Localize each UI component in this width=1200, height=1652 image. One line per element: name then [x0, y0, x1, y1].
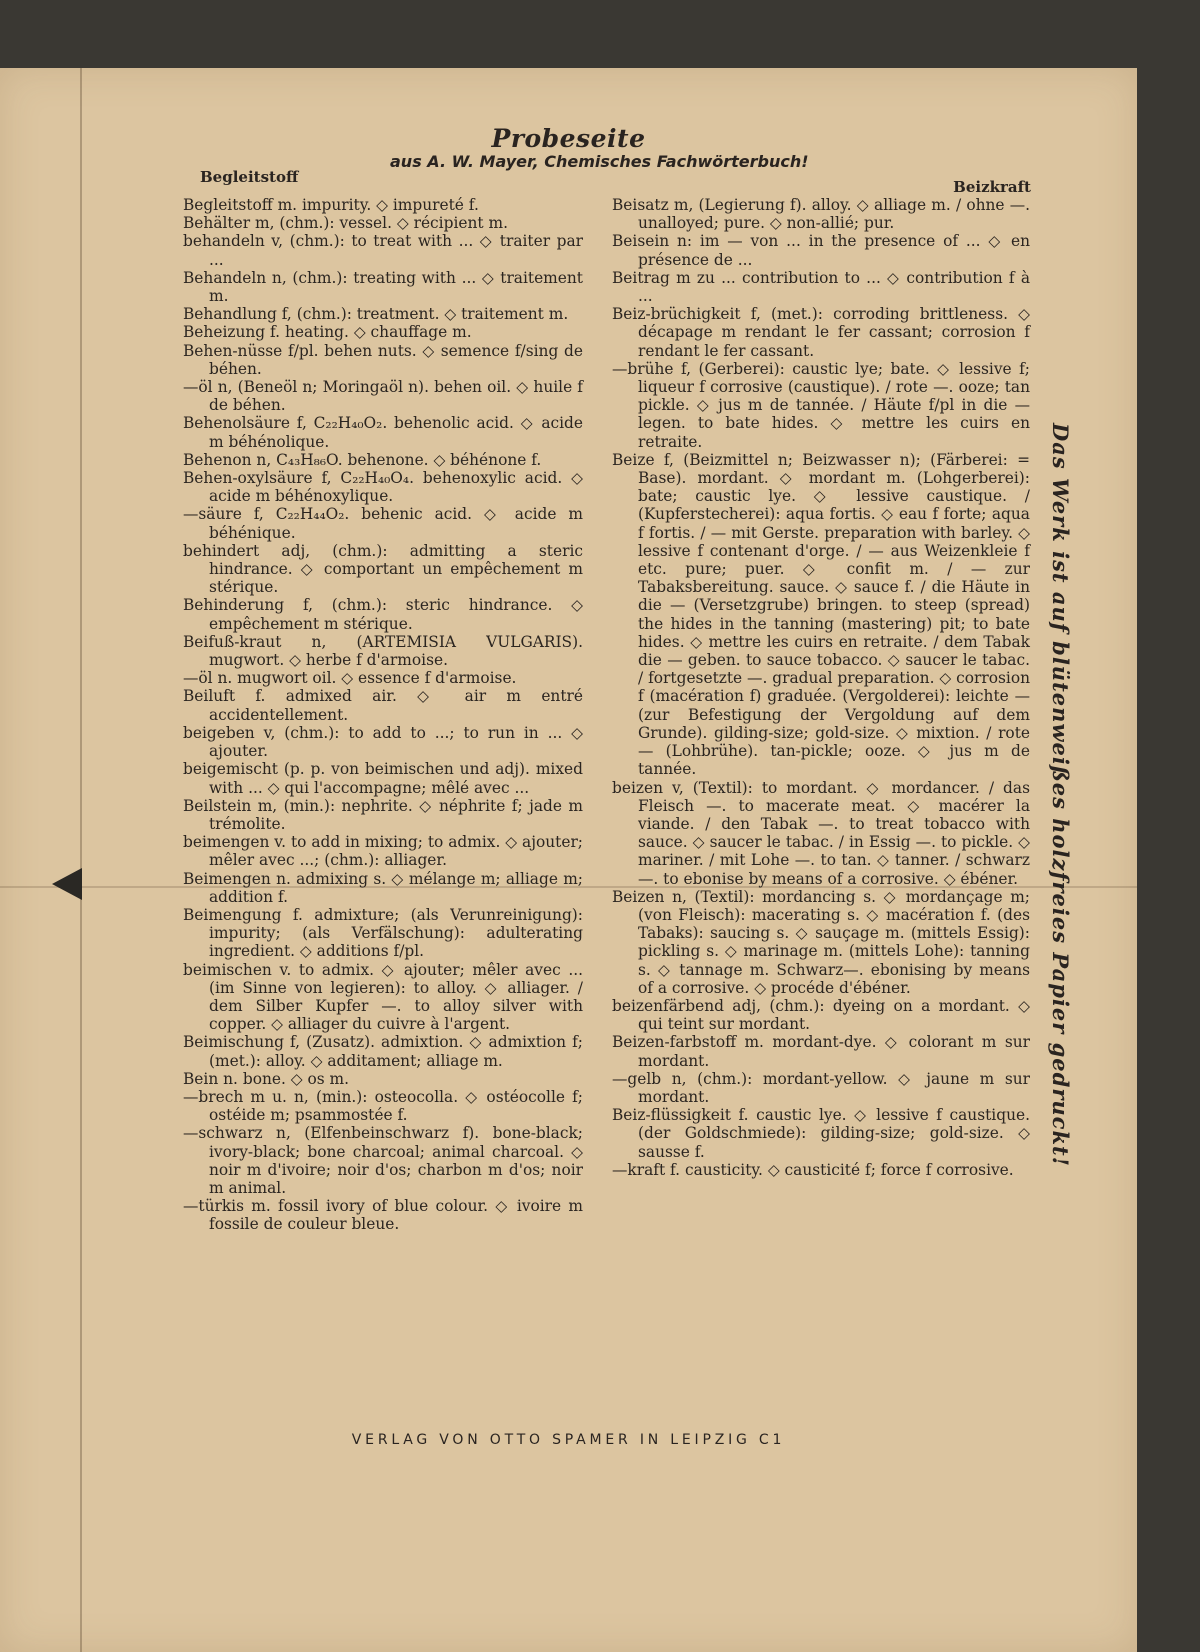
side-note: Das Werk ist auf blütenweißes holzfreies Papier gedruckt!: [1048, 423, 1073, 1167]
page-title: Probeseite: [491, 124, 646, 153]
dictionary-entry: Behandlung f, (chm.): treatment. ◇ traitement m.: [183, 305, 569, 324]
dictionary-entry: —schwarz n, (Elfenbeinschwarz f). bone-black; ivory-black; bone charcoal; animal charcoal. ◇ noir m d'ivoire; noir d'os; charbon m d'os; noir m animal.: [183, 1124, 583, 1197]
dictionary-entry: —öl n, (Beneöl n; Moringaöl n). behen oil. ◇ huile f de béhen.: [183, 378, 583, 415]
dictionary-entry: behandeln v, (chm.): to treat with ... ◇ traiter par ...: [183, 232, 583, 269]
dictionary-entry: Beimengen n. admixing s. ◇ mélange m; alliage m; addition f.: [183, 869, 583, 906]
dictionary-entry: —säure f, C₂₂H₄₄O₂. behenic acid. ◇ acide m béhénique.: [183, 505, 583, 542]
dictionary-entry: —gelb n, (chm.): mordant-yellow. ◇ jaune m sur mordant.: [612, 1069, 1030, 1106]
dictionary-entry: behindert adj, (chm.): admitting a steric hindrance. ◇ comportant un empêchement m stérique.: [183, 541, 583, 597]
dictionary-entry: Beifuß-kraut n, (ARTEMISIA VULGARIS). mugwort. ◇ herbe f d'armoise.: [183, 632, 583, 670]
dictionary-entry: —kraft f. causticity. ◇ causticité f; force f corrosive.: [612, 1160, 1014, 1179]
dictionary-entry: —öl n. mugwort oil. ◇ essence f d'armoise.: [183, 669, 517, 688]
dictionary-entry: beimengen v. to add in mixing; to admix. ◇ ajouter; mêler avec ...; (chm.): alliager.: [183, 833, 583, 870]
dictionary-entry: Bein n. bone. ◇ os m.: [183, 1069, 350, 1088]
dictionary-entry: —brech m u. n, (min.): osteocolla. ◇ ostéocolle f; ostéide m; psammostée f.: [183, 1087, 583, 1125]
dictionary-entry: Beitrag m zu ... contribution to ... ◇ contribution f à ...: [612, 268, 1030, 306]
dictionary-entry: Beiluft f. admixed air. ◇ air m entré accidentellement.: [183, 687, 583, 724]
dictionary-entry: —brühe f, (Gerberei): caustic lye; bate. ◇ lessive f; liqueur f corrosive (caustique). / rote —. ooze; tan pickle. ◇ jus m de tannée. / Häute f/pl in die — legen. to bate hides. ◇ mettre les cuirs en retraite.: [612, 359, 1030, 451]
dictionary-entry: beigemischt (p. p. von beimischen und adj). mixed with ... ◇ qui l'accompagne; mêlé avec ...: [183, 760, 583, 797]
dictionary-entry: Behälter m, (chm.): vessel. ◇ récipient m.: [183, 214, 508, 233]
dictionary-entry: Behen-nüsse f/pl. behen nuts. ◇ semence f/sing de béhen.: [183, 341, 583, 378]
dictionary-entry: Begleitstoff m. impurity. ◇ impureté f.: [183, 196, 479, 214]
dictionary-entry: Behinderung f, (chm.): steric hindrance. ◇ empêchement m stérique.: [183, 596, 583, 633]
dictionary-entry: Beiz-flüssigkeit f. caustic lye. ◇ lessive f caustique. (der Goldschmiede): gilding-size; gold-size. ◇ sausse f.: [612, 1106, 1030, 1161]
dictionary-entry: —türkis m. fossil ivory of blue colour. ◇ ivoire m fossile de couleur bleue.: [183, 1197, 583, 1234]
dictionary-entry: Beizen-farbstoff m. mordant-dye. ◇ colorant m sur mordant.: [612, 1033, 1030, 1070]
document-page: [0, 68, 1137, 1652]
page-subtitle: aus A. W. Mayer, Chemisches Fachwörterbuch!: [390, 152, 809, 171]
dictionary-entry: Behen-oxylsäure f, C₂₂H₄₀O₄. behenoxylic acid. ◇ acide m béhénoxylique.: [183, 469, 583, 506]
publisher-footer: VERLAG VON OTTO SPAMER IN LEIPZIG C1: [351, 1432, 786, 1448]
dictionary-entry: beizenfärbend adj, (chm.): dyeing on a mordant. ◇ qui teint sur mordant.: [612, 996, 1030, 1034]
dictionary-entry: Behandeln n, (chm.): treating with ... ◇ traitement m.: [183, 268, 583, 306]
dictionary-entry: Behenolsäure f, C₂₂H₄₀O₂. behenolic acid. ◇ acide m béhénolique.: [183, 414, 583, 451]
dictionary-entry: beigeben v, (chm.): to add to ...; to run in ... ◇ ajouter.: [183, 723, 583, 761]
fold-line-vertical: [80, 68, 82, 1652]
dictionary-entry: Beizen n, (Textil): mordancing s. ◇ mordançage m; (von Fleisch): macerating s. ◇ macération f. (des Tabaks): saucing s. ◇ sauçage m. (mittels Essig): pickling s. ◇ marinage m. (mittels Lohe): tanning s. ◇ tannage m. Schwarz—. ebonising by means of a corrosive. ◇ procéde d'ébéner.: [612, 887, 1030, 997]
dictionary-entry: beimischen v. to admix. ◇ ajouter; mêler avec ... (im Sinne von legieren): to alloy. ◇ alliager. / dem Silber Kupfer —. to alloy silver with copper. ◇ alliager du cuivre à l'argent.: [183, 960, 583, 1034]
dictionary-entry: Beimengung f. admixture; (als Verunreinigung): impurity; (als Verfälschung): adulterating ingredient. ◇ additions f/pl.: [183, 905, 583, 961]
guide-word-left: Begleitstoff: [200, 168, 299, 186]
dictionary-entry: Behenon n, C₄₃H₈₆O. behenone. ◇ béhénone f.: [183, 450, 542, 469]
left-column: [183, 196, 583, 1234]
paper-tear: [22, 868, 82, 900]
dictionary-entry: Beilstein m, (min.): nephrite. ◇ néphrite f; jade m trémolite.: [183, 796, 583, 833]
dictionary-entry: beizen v, (Textil): to mordant. ◇ mordancer. / das Fleisch —. to macerate meat. ◇ macérer la viande. / den Tabak —. to treat tobacco with sauce. ◇ saucer le tabac. / in Essig —. to pickle. ◇ mariner. / mit Lohe —. to tan. ◇ tanner. / schwarz —. to ebonise by means of a corrosive. ◇ ébéner.: [612, 778, 1030, 888]
dictionary-entry: Beimischung f, (Zusatz). admixtion. ◇ admixtion f; (met.): alloy. ◇ additament; alliage m.: [183, 1033, 583, 1070]
dictionary-entry: Beisatz m, (Legierung f). alloy. ◇ alliage m. / ohne —. unalloyed; pure. ◇ non-allié; pur.: [612, 196, 1030, 233]
dictionary-entry: Beheizung f. heating. ◇ chauffage m.: [183, 323, 472, 342]
dictionary-entry: Beize f, (Beizmittel n; Beizwasser n); (Färberei: = Base). mordant. ◇ mordant m. (Lohgerberei): bate; caustic lye. ◇ lessive caustique. / (Kupferstecherei): aqua fortis. ◇ eau f forte; aqua f fortis. / — mit Gerste. preparation with barley. ◇ lessive f contenant d'orge. / — aus Weizenkleie f etc. pure; puer. ◇ confit m. / — zur Tabaksbereitung. sauce. ◇ sauce f. / die Häute in die — (Versetzgrube) bringen. to steep (spread) the hides in the tanning (mastering) pit; to bate hides. ◇ mettre les cuirs en retraite. / dem Tabak die — geben. to sauce tobacco. ◇ saucer le tabac. / fortgesetzte —. gradual preparation. ◇ corrosion f (macération f) graduée. (Vergolderei): leichte — (zur Befestigung der Vergoldung auf dem Grunde). gilding-size; gold-size. ◇ mixtion. / rote — (Lohbrühe). tan-pickle; ooze. ◇ jus m de tannée.: [612, 450, 1030, 779]
guide-word-right: Beizkraft: [953, 178, 1031, 196]
dictionary-entry: Beiz-brüchigkeit f, (met.): corroding brittleness. ◇ décapage m rendant le fer cassant; corrosion f rendant le fer cassant.: [612, 305, 1030, 360]
right-column: [612, 196, 1030, 1179]
dictionary-entry: Beisein n: im — von ... in the presence of ... ◇ en présence de ...: [612, 232, 1030, 269]
